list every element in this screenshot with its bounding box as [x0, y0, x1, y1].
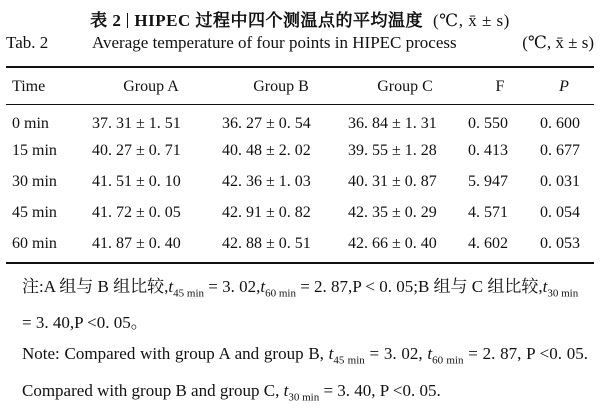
note-cn-text: P < 0. 05;B 组与 C 组比较,	[352, 277, 543, 296]
note-cn-text: P <0. 05。	[74, 313, 148, 333]
caption-cn-label: 表 2	[90, 11, 122, 30]
caption-cn-title: HIPEC 过程中四个测温点的平均温度	[134, 11, 424, 30]
cell-time: 45 min	[12, 203, 57, 221]
cell-group-a: 41. 72 ± 0. 05	[92, 203, 181, 221]
note-en-t-sub: 30 min	[288, 391, 320, 404]
note-cn-t-sub: 60 min	[265, 287, 296, 300]
cell-time: 15 min	[12, 141, 57, 159]
cell-p: 0. 600	[540, 114, 580, 132]
caption-en-title: Average temperature of four points in HIPEC process	[92, 33, 457, 52]
table-row	[6, 135, 594, 166]
cell-group-a: 40. 27 ± 0. 71	[92, 141, 181, 159]
note-en-t-var: t	[283, 380, 289, 400]
cell-p: 0. 031	[540, 172, 580, 190]
cell-f: 4. 602	[468, 234, 508, 252]
cell-f: 0. 550	[468, 114, 508, 132]
table-notes	[22, 272, 588, 412]
header-time: Time	[12, 78, 46, 95]
header-f: F	[495, 78, 505, 95]
note-en-text: Note: Compared with group A and group B,	[22, 344, 329, 364]
cell-group-a: 41. 87 ± 0. 40	[92, 234, 181, 252]
cell-group-a: 41. 51 ± 0. 10	[92, 172, 181, 190]
cell-group-b: 42. 88 ± 0. 51	[222, 234, 311, 252]
table-bottom-rule	[6, 262, 594, 264]
note-cn-t-value: = 2. 87,	[295, 277, 353, 296]
note-cn-text: 注:A 组与 B 组比较,	[22, 277, 169, 296]
header-group-c: Group C	[377, 78, 433, 95]
note-cn-t-var: t	[168, 277, 174, 296]
note-en-t-value: = 3. 40,	[319, 380, 380, 400]
note-cn-t-sub: 30 min	[547, 287, 579, 300]
cell-group-c: 39. 55 ± 1. 28	[348, 141, 437, 159]
table-row	[6, 166, 594, 197]
cell-group-c: 42. 35 ± 0. 29	[348, 203, 437, 221]
cell-time: 30 min	[12, 172, 57, 190]
note-cn	[22, 272, 588, 337]
caption-cn	[0, 6, 600, 31]
note-en-t-value: = 2. 87,	[463, 344, 527, 364]
note-en-text: P <0. 05.	[379, 380, 441, 400]
cell-group-c: 36. 84 ± 1. 31	[348, 114, 437, 132]
note-cn-t-value: = 3. 02,	[204, 277, 261, 296]
cell-time: 0 min	[12, 114, 49, 132]
note-en-text: P <0. 05. Compared with group B and group C,	[22, 344, 588, 400]
note-en-t-var: t	[328, 344, 334, 364]
cell-time: 60 min	[12, 234, 57, 252]
cell-p: 0. 053	[540, 234, 580, 252]
note-en-t-sub: 45 min	[333, 354, 365, 367]
caption-en-unit: (℃, x̄ ± s)	[522, 33, 594, 52]
table-header-row	[6, 70, 594, 104]
cell-group-a: 37. 31 ± 1. 51	[92, 114, 181, 132]
header-group-a: Group A	[123, 78, 179, 95]
cell-group-b: 42. 36 ± 1. 03	[222, 172, 311, 190]
note-cn-t-var: t	[260, 277, 266, 296]
note-en	[22, 339, 588, 412]
cell-p: 0. 677	[540, 141, 580, 159]
caption-separator	[127, 13, 128, 28]
cell-p: 0. 054	[540, 203, 580, 221]
cell-group-c: 40. 31 ± 0. 87	[348, 172, 437, 190]
table-top-rule	[6, 66, 594, 68]
header-p: P	[559, 78, 569, 95]
note-en-t-var: t	[427, 344, 433, 364]
note-cn-t-sub: 45 min	[173, 287, 205, 300]
cell-f: 4. 571	[468, 203, 508, 221]
table-row	[6, 228, 594, 259]
header-group-b: Group B	[253, 78, 309, 95]
note-en-t-sub: 60 min	[432, 354, 464, 367]
caption-en-label: Tab. 2	[6, 33, 49, 52]
table-row	[6, 197, 594, 228]
table-row	[6, 104, 594, 135]
caption-en	[6, 33, 594, 53]
temperature-table	[6, 70, 594, 259]
note-en-t-value: = 3. 02,	[364, 344, 428, 364]
cell-f: 5. 947	[468, 172, 508, 190]
cell-f: 0. 413	[468, 141, 508, 159]
note-cn-t-value: = 3. 40,	[22, 313, 75, 333]
cell-group-b: 36. 27 ± 0. 54	[222, 114, 311, 132]
cell-group-b: 42. 91 ± 0. 82	[222, 203, 311, 221]
cell-group-c: 42. 66 ± 0. 40	[348, 234, 437, 252]
cell-group-b: 40. 48 ± 2. 02	[222, 141, 311, 159]
note-cn-t-var: t	[542, 277, 548, 296]
caption-cn-unit: (℃, x̄ ± s)	[433, 11, 510, 30]
